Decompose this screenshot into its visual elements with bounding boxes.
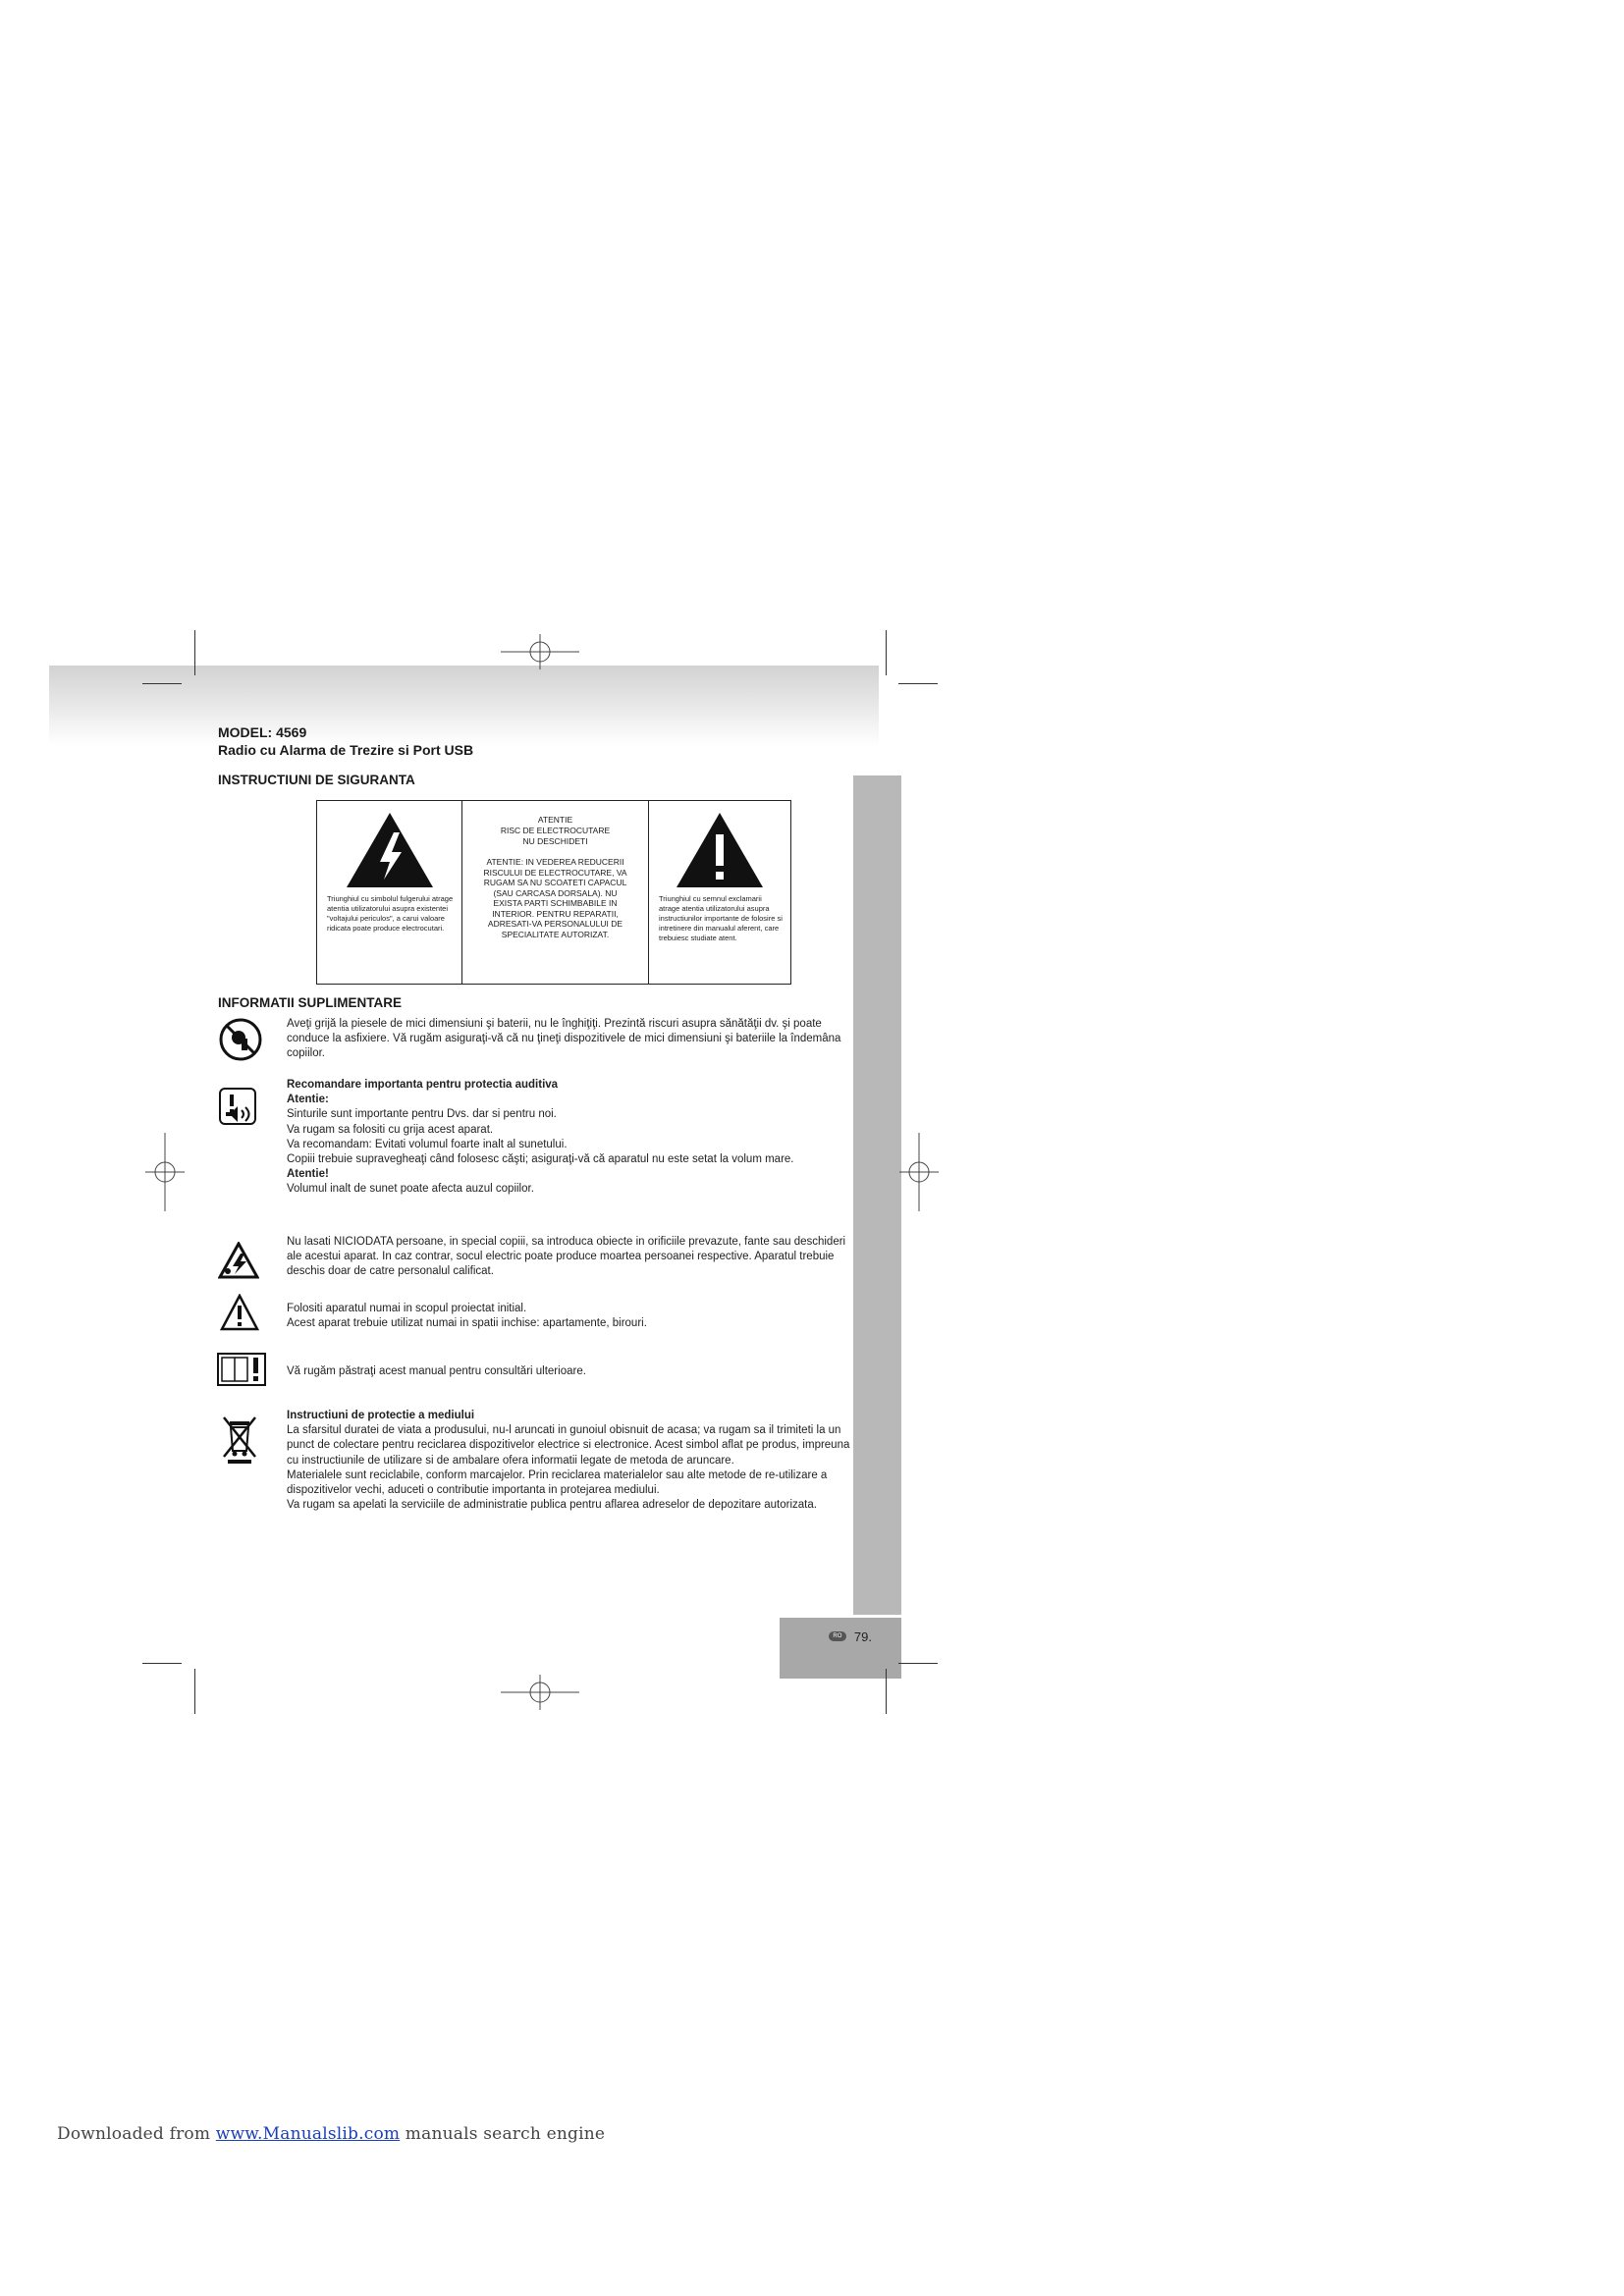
- center-body-line: EXISTA PARTI SCHIMBABILE IN: [493, 898, 618, 908]
- center-body-line: (SAU CARCASA DORSALA). NU: [493, 887, 618, 898]
- side-bar: [853, 775, 901, 1615]
- center-body-line: RISCULUI DE ELECTROCUTARE, VA: [483, 867, 627, 878]
- caution-triangle-icon: [220, 1294, 259, 1331]
- header-band: [49, 666, 879, 746]
- registration-mark-icon: [899, 1133, 939, 1211]
- hearing-attention-2: Atentie!: [287, 1168, 329, 1181]
- center-body-line: ADRESATI-VA PERSONALULUI DE: [487, 919, 623, 929]
- usage-block: [287, 1302, 856, 1331]
- page-number-text: 79.: [853, 1629, 872, 1644]
- environment-block: [287, 1409, 856, 1513]
- center-title-line: RISC DE ELECTROCUTARE: [500, 826, 611, 835]
- language-badge: RO: [829, 1631, 846, 1641]
- center-title-line: NU DESCHIDETI: [522, 836, 588, 846]
- hearing-protection-icon: [218, 1087, 257, 1126]
- warning-cell-electric: [317, 801, 462, 984]
- electric-shock-warning-icon: [218, 1242, 259, 1279]
- no-small-parts-icon: [218, 1017, 263, 1062]
- openings-text: Nu lasati NICIODATA persoane, in special copiii, sa introduca obiecte in orificiile prevazute, fante sau deschideri ale acestui aparat. In caz contrar, socul electric poate produce moartea persoanei respective. Aparatul trebuie deschis doar de catre personalul calificat.: [287, 1236, 846, 1278]
- hearing-line: Va recomandam: Evitati volumul foarte inalt al sunetului.: [287, 1138, 568, 1150]
- center-body-line: INTERIOR. PENTRU REPARATII,: [492, 908, 619, 919]
- environment-paragraph: La sfarsitul duratei de viata a produsului, nu-l aruncati in gunoiul obisnuit de acasa; va rugam sa il trimiteti la un punct de colectare pentru reciclarea dispozitivelor electrice si electronice. Acest simbol aflat pe produs, impreuna cu instructiunile de utilizare si de ambalare ofera informatii legate de metoda de aruncare.: [287, 1424, 850, 1467]
- warning-caption-right: Triunghiul cu semnul exclamarii atrage atentia utilizatorului asupra instructiunilor importante de folosire si intretinere din manualul aferent, care trebuiesc studiate atent.: [659, 894, 783, 942]
- info-heading: INFORMATII SUPLIMENTARE: [218, 995, 402, 1010]
- crop-mark: [194, 1669, 195, 1714]
- product-subtitle: Radio cu Alarma de Trezire si Port USB: [218, 742, 474, 758]
- hearing-line: Sinturile sunt importante pentru Dvs. dar si pentru noi.: [287, 1108, 557, 1121]
- small-parts-text: Aveţi grijă la piesele de mici dimensiuni şi baterii, nu le înghiţiţi. Prezintă riscuri asupra sănătăţii dv. şi poate conduce la asfixiere. Vă rugăm asiguraţi-vă că nu ţineţi dispozitivele de mici dimensiuni şi bateriile la îndemâna copiilor.: [287, 1018, 841, 1060]
- usage-line: Acest aparat trebuie utilizat numai in spatii inchise: apartamente, birouri.: [287, 1317, 647, 1330]
- environment-paragraph: Materialele sunt reciclabile, conform marcajelor. Prin reciclarea materialelor sau alte metode de re-utilizare a dispozitivelor vechi, aduceti o contributie importanta in protejarea mediului.: [287, 1468, 828, 1497]
- crop-mark: [142, 1663, 182, 1664]
- page-number: [780, 1618, 901, 1655]
- crop-mark: [142, 683, 182, 684]
- hearing-title: Recomandare importanta pentru protectia auditiva: [287, 1079, 559, 1091]
- footer-prefix: Downloaded from: [57, 2124, 216, 2144]
- manual-book-icon: [216, 1352, 267, 1387]
- crop-mark: [886, 1669, 887, 1714]
- weee-crossed-bin-icon: [220, 1414, 259, 1465]
- center-body-line: ATENTIE: IN VEDEREA REDUCERII: [486, 857, 624, 867]
- crop-mark: [898, 683, 938, 684]
- manual-text: Vă rugăm păstraţi acest manual pentru consultări ulterioare.: [287, 1365, 586, 1377]
- hearing-line: Copiii trebuie supravegheaţi când folosesc căşti; asiguraţi-vă că aparatul nu este setat la volum mare.: [287, 1153, 794, 1166]
- environment-paragraph: Va rugam sa apelati la serviciile de administratie publica pentru aflarea adreselor de depozitare autorizata.: [287, 1499, 817, 1512]
- center-body-line: RUGAM SA NU SCOATETI CAPACUL: [483, 878, 627, 887]
- footer-suffix: manuals search engine: [400, 2124, 606, 2144]
- safety-heading: INSTRUCTIUNI DE SIGURANTA: [218, 773, 415, 787]
- manualslib-link[interactable]: www.Manualslib.com: [215, 2124, 401, 2144]
- registration-mark-icon: [501, 632, 579, 671]
- download-footer: [57, 2124, 605, 2144]
- hearing-attention-1: Atentie:: [287, 1094, 329, 1106]
- crop-mark: [886, 630, 887, 675]
- crop-mark: [194, 630, 195, 675]
- usage-line: Folositi aparatul numai in scopul proiectat initial.: [287, 1303, 527, 1314]
- crop-mark: [898, 1663, 938, 1664]
- hearing-block: [287, 1078, 856, 1198]
- warning-table: [316, 800, 791, 985]
- registration-mark-icon: [145, 1133, 185, 1211]
- warning-caption-left: Triunghiul cu simbolul fulgerului atrage atentia utilizatorului asupra existentei "voltajului periculos", a carui valoare ridicata poate produce electrocutari.: [327, 894, 454, 933]
- center-body-line: SPECIALITATE AUTORIZAT.: [501, 929, 610, 939]
- hearing-line: Volumul inalt de sunet poate afecta auzul copiilor.: [287, 1183, 534, 1196]
- registration-mark-icon: [501, 1673, 579, 1712]
- environment-title: Instructiuni de protectie a mediului: [287, 1410, 475, 1421]
- exclamation-triangle-icon: [675, 811, 765, 889]
- center-title-line: ATENTIE: [537, 815, 573, 825]
- lightning-triangle-icon: [345, 811, 435, 889]
- hearing-line: Va rugam sa folositi cu grija acest aparat.: [287, 1123, 494, 1136]
- model-label: MODEL: 4569: [218, 724, 307, 740]
- warning-cell-center: [462, 801, 649, 984]
- warning-cell-exclamation: [649, 801, 790, 984]
